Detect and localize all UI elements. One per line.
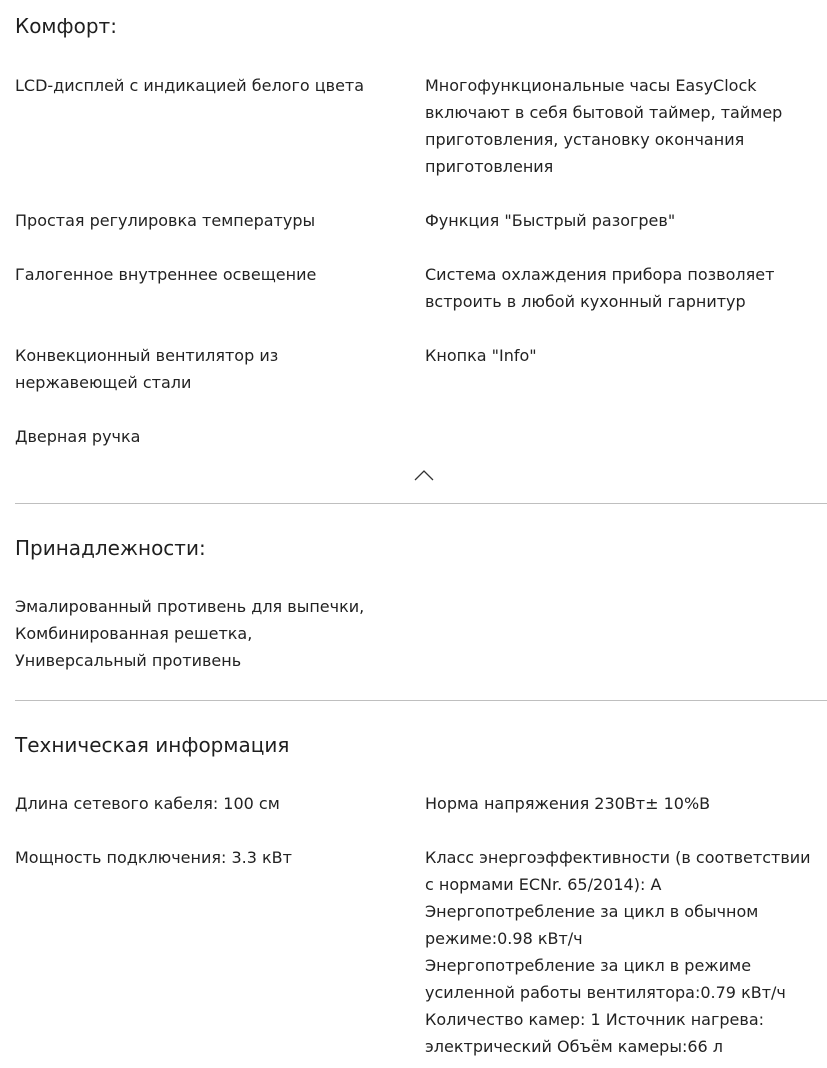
comfort-item: Галогенное внутреннее освещение: [15, 265, 317, 284]
comfort-item: Кнопка "Info": [425, 346, 537, 365]
section-divider: [15, 700, 827, 701]
accessories-title: Принадлежности:: [15, 536, 206, 560]
tech-item: Класс энергоэффективности (в соответствии с нормами ECNr. 65/2014): A Энергопотребление за цикл в обычном режиме:0.98 кВт/ч Энергопотребление за цикл в режиме усиленной работы вентилятора:0.79 кВт/ч Количество камер: 1 Источник нагрева: электрический Объём камеры:66 л: [425, 848, 811, 1056]
comfort-item: Дверная ручка: [15, 427, 141, 446]
comfort-item: LCD-дисплей с индикацией белого цвета: [15, 76, 365, 95]
comfort-title: Комфорт:: [15, 14, 117, 38]
comfort-item: Функция "Быстрый разогрев": [425, 211, 676, 230]
tech-title: Техническая информация: [15, 733, 290, 757]
accessories-list: Эмалированный противень для выпечки, Комбинированная решетка, Универсальный противень: [15, 597, 365, 670]
comfort-item: Простая регулировка температуры: [15, 211, 316, 230]
tech-item: Мощность подключения: 3.3 кВт: [15, 848, 292, 867]
collapse-toggle[interactable]: [413, 467, 435, 483]
tech-item: Норма напряжения 230Вт± 10%В: [425, 794, 711, 813]
comfort-item: Система охлаждения прибора позволяет встроить в любой кухонный гарнитур: [425, 265, 775, 311]
comfort-item: Многофункциональные часы EasyClock включают в себя бытовой таймер, таймер приготовления, установку окончания приготовления: [425, 76, 783, 176]
chevron-up-icon: [413, 467, 435, 483]
comfort-item: Конвекционный вентилятор из нержавеющей стали: [15, 346, 279, 392]
tech-item: Длина сетевого кабеля: 100 см: [15, 794, 280, 813]
section-divider: [15, 503, 827, 504]
